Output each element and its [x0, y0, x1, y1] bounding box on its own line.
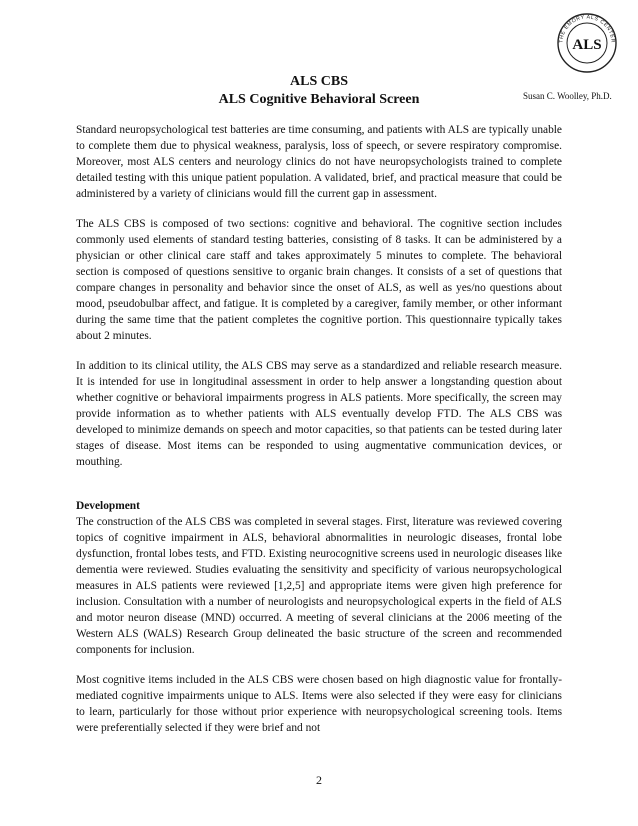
page-number: 2 — [316, 773, 322, 787]
author-name: Susan C. Woolley, Ph.D. — [523, 91, 612, 101]
intro-paragraph-3: In addition to its clinical utility, the ALS CBS may serve as a standardized and reliable research measure. It is intended for use in longitudinal assessment in order to help answer a longstanding question about whether cognitive or behavioral impairments progress in ALS patients. More specifically, the screen may provide information as to whether patients with ALS eventually develop FTD. The ALS CBS was developed to minimize demands on speech and motor capacities, so that patients can be tested during later stages of disease. Most items can be responded to using augmentative communication devices, or mouthing. — [76, 360, 562, 468]
development-heading: Development — [76, 500, 140, 512]
document-body — [76, 122, 562, 750]
document-title: ALS CBS — [290, 74, 348, 89]
intro-paragraph-1: Standard neuropsychological test batteries are time consuming, and patients with ALS are typically unable to complete them due to physical weakness, paralysis, loss of speech, or severe respiratory compromise. Moreover, most ALS centers and neurology clinics do not have neuropsychologists trained to complete detailed testing with this unique patient population. A validated, brief, and practical measure that could be administered by a variety of clinicians would fill the current gap in assessment. — [76, 124, 562, 200]
development-paragraph-2: Most cognitive items included in the ALS CBS were chosen based on high diagnostic value for frontally-mediated cognitive impairments unique to ALS. Items were also selected if they were easy for clinicians to learn, particularly for those without prior experience with neuropsychological screening tools. Items were preferentially selected if they were brief and not — [76, 674, 562, 734]
emory-als-center-logo — [556, 12, 618, 74]
development-paragraph-1: The construction of the ALS CBS was completed in several stages. First, literature was reviewed covering topics of cognitive impairment in ALS, behavioral abnormalities in neurologic diseases, frontal lobe dysfunction, frontal lobes tests, and FTD. Existing neurocognitive screens used in neurologic diseases like dementia were reviewed. Studies evaluating the sensitivity and specificity of various neuropsychological measures in ALS patients were reviewed [1,2,5] and appropriate items were given high preference for inclusion. Consultation with a number of neurologists and neuropsychological experts in the field of ALS and motor neuron disease (MND) occurred. A meeting of several clinicians at the 2006 meeting of the Western ALS (WALS) Research Group delineated the basic structure of the screen and recommended components for inclusion. — [76, 516, 562, 656]
svg-text:THE EMORY ALS CENTER: THE EMORY ALS CENTER — [558, 14, 616, 44]
document-subtitle: ALS Cognitive Behavioral Screen — [218, 92, 420, 107]
intro-paragraph-2: The ALS CBS is composed of two sections: cognitive and behavioral. The cognitive section includes commonly used elements of standard testing batteries, consisting of 8 tasks. It can be administered by a physician or other clinical care staff and takes approximately 5 minutes to complete. The behavioral section is composed of questions sensitive to organic brain changes. It consists of a set of questions that compare changes in personality and behavior since the onset of ALS, as well as yes/no questions about mood, pseudobulbar affect, and fatigue. It is completed by a caregiver, family member, or other informant during the same time that the patient completes the cognitive portion. This questionnaire typically takes about 2 minutes. — [76, 218, 562, 342]
development-section — [76, 498, 562, 658]
svg-text:ALS: ALS — [572, 37, 602, 53]
